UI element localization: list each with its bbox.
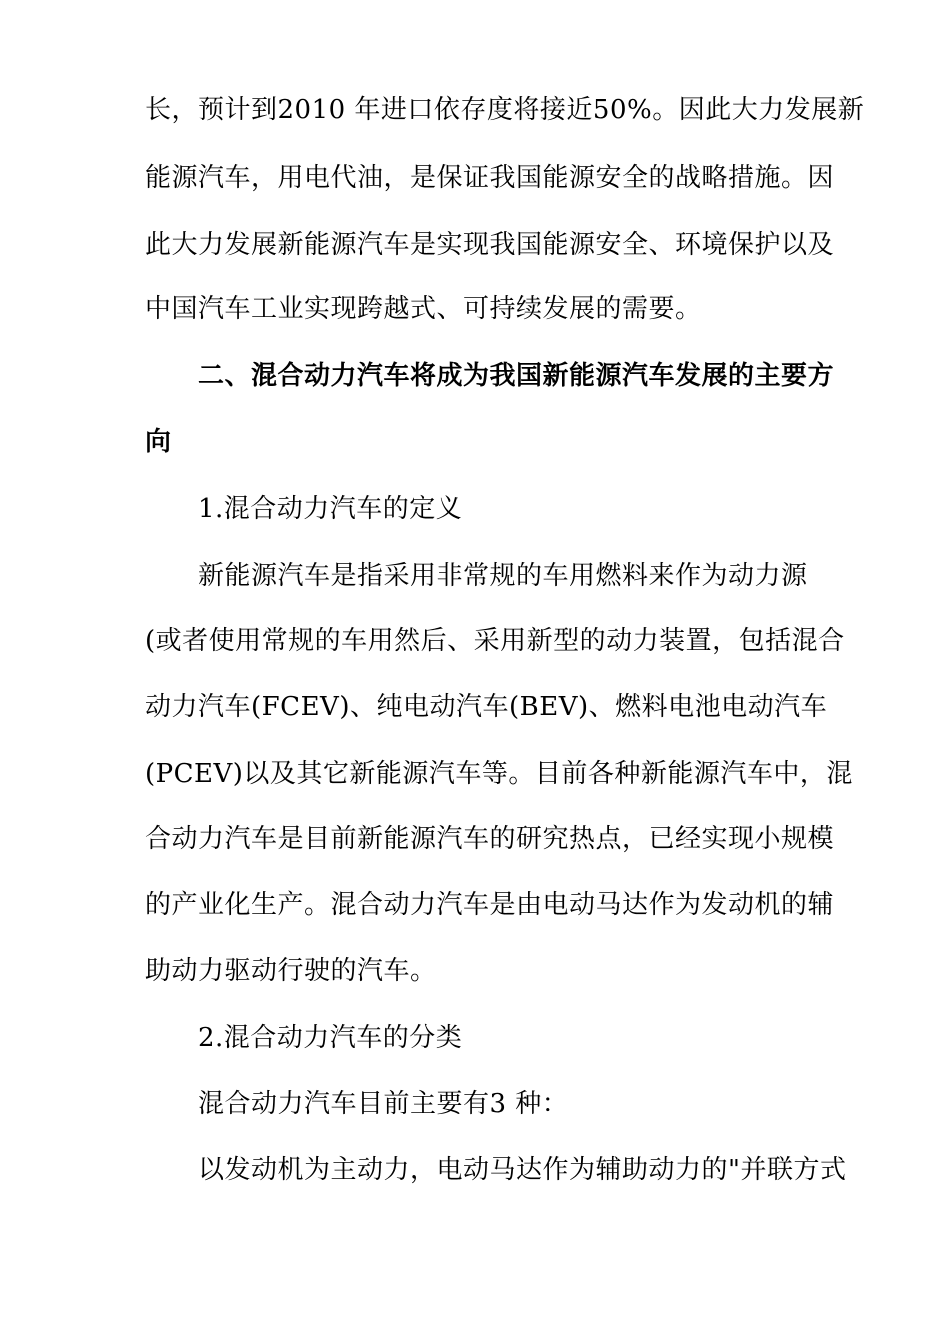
subheading-classification: 2.混合动力汽车的分类 (198, 1023, 463, 1053)
paragraph-line: 混合动力汽车目前主要有3 种： (198, 1089, 569, 1119)
paragraph-line: 长，预计到2010 年进口依存度将接近50%。因此大力发展新 (145, 95, 865, 125)
paragraph-line: 中国汽车工业实现跨越式、可持续发展的需要。 (145, 294, 702, 324)
subheading-definition: 1.混合动力汽车的定义 (198, 494, 463, 524)
paragraph-line: 的产业化生产。混合动力汽车是由电动马达作为发动机的辅 (145, 890, 835, 920)
section-heading: 二、混合动力汽车将成为我国新能源汽车发展的主要方 (198, 361, 835, 391)
paragraph-line: 新能源汽车是指采用非常规的车用燃料来作为动力源 (198, 561, 808, 591)
paragraph-line: 动力汽车(FCEV)、纯电动汽车(BEV)、燃料电池电动汽车 (145, 692, 828, 722)
paragraph-line: 此大力发展新能源汽车是实现我国能源安全、环境保护以及 (145, 230, 835, 260)
paragraph-line: 助动力驱动行驶的汽车。 (145, 956, 437, 986)
paragraph-line: (或者使用常规的车用然后、采用新型的动力装置，包括混合 (145, 626, 845, 656)
paragraph-line: 合动力汽车是目前新能源汽车的研究热点，已经实现小规模 (145, 824, 835, 854)
section-heading-continuation: 向 (145, 427, 172, 457)
paragraph-line: (PCEV)以及其它新能源汽车等。目前各种新能源汽车中，混 (145, 759, 853, 789)
paragraph-line: 以发动机为主动力，电动马达作为辅助动力的"并联方式 (198, 1155, 847, 1185)
paragraph-line: 能源汽车，用电代油，是保证我国能源安全的战略措施。因 (145, 163, 835, 193)
